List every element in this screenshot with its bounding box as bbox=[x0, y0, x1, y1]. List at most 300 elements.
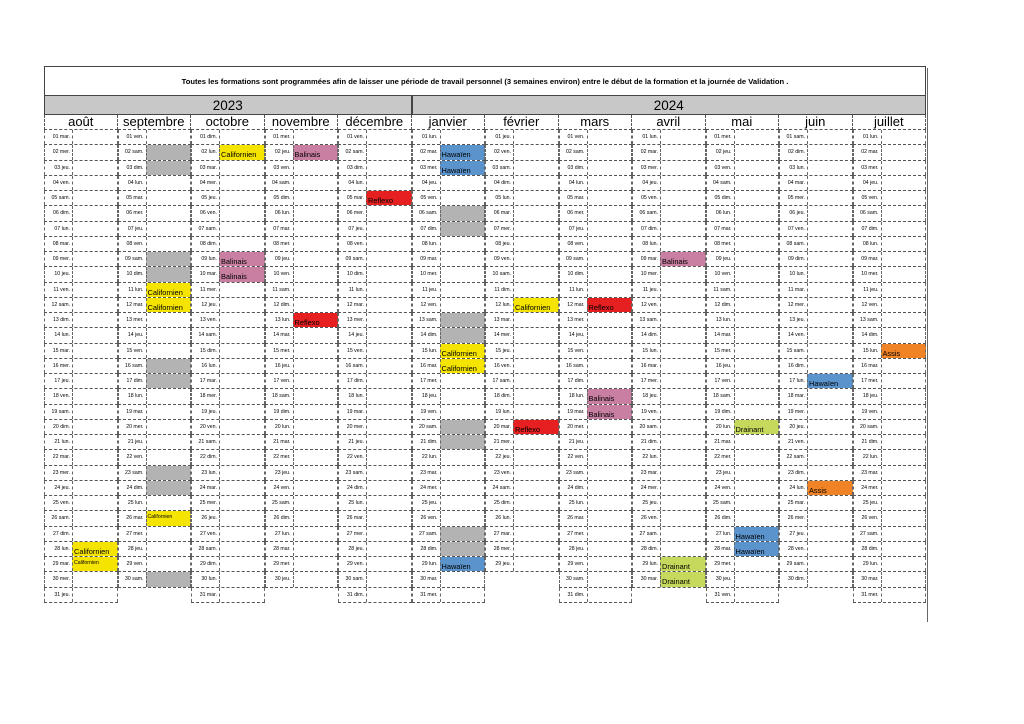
date-cell: 18 jeu. bbox=[853, 389, 881, 403]
session-cell bbox=[72, 359, 118, 373]
date-cell: 24 mer. bbox=[632, 481, 660, 495]
session-cell bbox=[293, 496, 339, 510]
session-cell bbox=[734, 450, 780, 464]
day-row bbox=[412, 191, 486, 206]
date-cell: 25 sam. bbox=[265, 496, 293, 510]
session-cell bbox=[293, 542, 339, 556]
session-cell bbox=[440, 542, 486, 556]
session-cell bbox=[219, 557, 265, 571]
day-row bbox=[559, 588, 633, 603]
day-row bbox=[706, 161, 780, 176]
date-cell: 25 ven. bbox=[44, 496, 72, 510]
day-row bbox=[412, 557, 486, 572]
day-row bbox=[44, 511, 118, 526]
day-row bbox=[779, 435, 853, 450]
day-row bbox=[485, 405, 559, 420]
date-cell: 17 mer. bbox=[412, 374, 440, 388]
session-cell bbox=[293, 389, 339, 403]
date-cell: 01 mer. bbox=[265, 130, 293, 144]
session-cell bbox=[881, 161, 927, 175]
day-row bbox=[44, 161, 118, 176]
month-header: février bbox=[485, 115, 559, 130]
day-row bbox=[265, 450, 339, 465]
day-row bbox=[412, 161, 486, 176]
session-cell bbox=[807, 557, 853, 571]
date-cell: 17 mar. bbox=[191, 374, 219, 388]
date-cell: 20 jeu. bbox=[779, 420, 807, 434]
day-row bbox=[779, 267, 853, 282]
day-row bbox=[412, 450, 486, 465]
session-cell bbox=[293, 344, 339, 358]
date-cell: 09 mer. bbox=[44, 252, 72, 266]
date-cell: 02 lun. bbox=[191, 145, 219, 159]
session-cell bbox=[366, 298, 412, 312]
session-cell bbox=[219, 481, 265, 495]
day-row bbox=[853, 161, 927, 176]
day-row bbox=[338, 206, 412, 221]
day-row bbox=[853, 527, 927, 542]
day-row bbox=[559, 237, 633, 252]
session-cell bbox=[881, 557, 927, 571]
session-cell bbox=[219, 542, 265, 556]
date-cell: 12 ven. bbox=[853, 298, 881, 312]
date-cell: 05 dim. bbox=[706, 191, 734, 205]
day-row bbox=[559, 450, 633, 465]
session-cell bbox=[513, 511, 559, 525]
session-cell bbox=[72, 527, 118, 541]
day-row bbox=[632, 176, 706, 191]
session-cell bbox=[293, 191, 339, 205]
day-row bbox=[265, 191, 339, 206]
session-cell bbox=[660, 405, 706, 419]
date-cell: 03 dim. bbox=[559, 161, 587, 175]
day-row bbox=[853, 222, 927, 237]
session-cell bbox=[807, 466, 853, 480]
session-cell bbox=[293, 511, 339, 525]
day-row bbox=[44, 450, 118, 465]
day-row bbox=[265, 420, 339, 435]
date-cell: 29 lun. bbox=[632, 557, 660, 571]
date-cell: 18 jeu. bbox=[412, 389, 440, 403]
date-cell: 06 ven. bbox=[191, 206, 219, 220]
date-cell: 15 jeu. bbox=[485, 344, 513, 358]
date-cell: 14 jeu. bbox=[118, 328, 146, 342]
date-cell: 30 sam. bbox=[559, 572, 587, 586]
day-row bbox=[853, 313, 927, 328]
date-cell: 23 sam. bbox=[118, 466, 146, 480]
session-cell bbox=[72, 466, 118, 480]
date-cell: 06 sam. bbox=[632, 206, 660, 220]
session-cell bbox=[660, 481, 706, 495]
session-cell bbox=[807, 572, 853, 586]
session-cell bbox=[734, 313, 780, 327]
day-row bbox=[191, 359, 265, 374]
day-row bbox=[412, 359, 486, 374]
date-cell: 11 jeu. bbox=[412, 283, 440, 297]
date-cell: 05 mar. bbox=[118, 191, 146, 205]
year-label: 2023 bbox=[44, 95, 412, 115]
day-row bbox=[779, 145, 853, 160]
date-cell: 07 dim. bbox=[632, 222, 660, 236]
date-cell: 15 ven. bbox=[118, 344, 146, 358]
day-row bbox=[706, 344, 780, 359]
day-row bbox=[265, 389, 339, 404]
session-cell bbox=[660, 191, 706, 205]
day-row bbox=[44, 572, 118, 587]
session-cell bbox=[734, 466, 780, 480]
session-cell bbox=[881, 374, 927, 388]
day-row bbox=[853, 389, 927, 404]
day-row bbox=[559, 344, 633, 359]
session-cell bbox=[734, 191, 780, 205]
date-cell: 11 sam. bbox=[265, 283, 293, 297]
session-cell bbox=[72, 267, 118, 281]
session-cell bbox=[587, 374, 633, 388]
date-cell: 23 mer. bbox=[44, 466, 72, 480]
date-cell: 06 mer. bbox=[559, 206, 587, 220]
date-cell: 18 mar. bbox=[779, 389, 807, 403]
session-cell bbox=[219, 237, 265, 251]
date-cell: 11 dim. bbox=[485, 283, 513, 297]
day-row bbox=[706, 450, 780, 465]
day-row bbox=[338, 145, 412, 160]
session-cell bbox=[366, 252, 412, 266]
date-cell: 17 dim. bbox=[559, 374, 587, 388]
session-cell bbox=[881, 298, 927, 312]
day-row bbox=[191, 344, 265, 359]
date-cell: 02 sam. bbox=[118, 145, 146, 159]
session-cell bbox=[293, 161, 339, 175]
day-row bbox=[485, 344, 559, 359]
session-cell bbox=[440, 572, 486, 586]
date-cell: 11 lun. bbox=[559, 283, 587, 297]
day-row bbox=[779, 405, 853, 420]
date-cell: 23 sam. bbox=[338, 466, 366, 480]
date-cell: 21 jeu. bbox=[338, 435, 366, 449]
date-cell: 05 mar. bbox=[559, 191, 587, 205]
day-row bbox=[485, 206, 559, 221]
day-row bbox=[779, 161, 853, 176]
session-cell bbox=[660, 283, 706, 297]
day-row bbox=[44, 435, 118, 450]
day-row bbox=[779, 557, 853, 572]
session-cell bbox=[734, 511, 780, 525]
day-row bbox=[118, 588, 192, 603]
day-row bbox=[191, 374, 265, 389]
date-cell: 26 mer. bbox=[779, 511, 807, 525]
day-row bbox=[485, 161, 559, 176]
session-cell bbox=[734, 222, 780, 236]
date-cell: 27 mer. bbox=[338, 527, 366, 541]
day-row bbox=[706, 206, 780, 221]
day-row bbox=[853, 542, 927, 557]
session-cell bbox=[587, 130, 633, 144]
date-cell: 04 dim. bbox=[485, 176, 513, 190]
date-cell: 08 ven. bbox=[338, 237, 366, 251]
day-row bbox=[265, 511, 339, 526]
date-cell: 14 mer. bbox=[485, 328, 513, 342]
date-cell: 01 ven. bbox=[338, 130, 366, 144]
day-row bbox=[44, 527, 118, 542]
session-cell bbox=[146, 527, 192, 541]
date-cell: 22 ven. bbox=[338, 450, 366, 464]
date-cell: 08 lun. bbox=[853, 237, 881, 251]
month-column bbox=[706, 115, 780, 603]
day-row bbox=[265, 435, 339, 450]
date-cell: 05 lun. bbox=[485, 191, 513, 205]
session-cell bbox=[72, 344, 118, 358]
session-cell bbox=[72, 222, 118, 236]
session-cell bbox=[293, 420, 339, 434]
session-cell bbox=[146, 206, 192, 220]
session-cell bbox=[734, 298, 780, 312]
session-cell bbox=[366, 359, 412, 373]
session-cell bbox=[807, 145, 853, 159]
date-cell: 02 dim. bbox=[779, 145, 807, 159]
session-cell bbox=[219, 344, 265, 358]
date-cell: 29 lun. bbox=[853, 557, 881, 571]
day-row bbox=[44, 466, 118, 481]
session-label: Californien bbox=[440, 359, 486, 373]
session-cell bbox=[807, 298, 853, 312]
date-cell: 07 mar. bbox=[265, 222, 293, 236]
session-cell bbox=[734, 572, 780, 586]
session-cell bbox=[513, 267, 559, 281]
session-cell bbox=[72, 481, 118, 495]
day-row bbox=[265, 252, 339, 267]
session-cell bbox=[366, 161, 412, 175]
session-cell bbox=[587, 328, 633, 342]
day-row bbox=[191, 557, 265, 572]
session-cell bbox=[881, 527, 927, 541]
session-cell bbox=[72, 206, 118, 220]
session-cell bbox=[146, 176, 192, 190]
date-cell: 03 mer. bbox=[853, 161, 881, 175]
session-cell bbox=[219, 374, 265, 388]
day-row bbox=[485, 588, 559, 603]
session-cell bbox=[881, 481, 927, 495]
day-row bbox=[265, 542, 339, 557]
day-row bbox=[265, 557, 339, 572]
date-cell: 12 lun. bbox=[485, 298, 513, 312]
date-cell: 31 ven. bbox=[706, 588, 734, 602]
date-cell: 15 lun. bbox=[853, 344, 881, 358]
date-cell: 28 sam. bbox=[191, 542, 219, 556]
session-cell bbox=[734, 557, 780, 571]
day-row bbox=[853, 420, 927, 435]
session-label: Reflexo bbox=[587, 298, 633, 312]
session-cell bbox=[293, 298, 339, 312]
session-cell bbox=[807, 176, 853, 190]
session-cell bbox=[440, 405, 486, 419]
session-cell bbox=[366, 283, 412, 297]
date-cell: 26 jeu. bbox=[191, 511, 219, 525]
session-cell bbox=[72, 191, 118, 205]
session-cell bbox=[366, 389, 412, 403]
day-row bbox=[559, 298, 633, 313]
day-row bbox=[44, 191, 118, 206]
date-cell: 08 lun. bbox=[632, 237, 660, 251]
session-cell bbox=[881, 389, 927, 403]
session-cell bbox=[72, 588, 118, 602]
date-cell: 04 ven. bbox=[44, 176, 72, 190]
month-header: septembre bbox=[118, 115, 192, 130]
session-cell bbox=[660, 344, 706, 358]
date-cell: 29 dim. bbox=[191, 557, 219, 571]
date-cell: 20 mar. bbox=[485, 420, 513, 434]
session-cell bbox=[440, 283, 486, 297]
day-row bbox=[485, 374, 559, 389]
date-cell: 05 sam. bbox=[44, 191, 72, 205]
session-cell bbox=[513, 542, 559, 556]
day-row bbox=[706, 496, 780, 511]
date-cell: 05 ven. bbox=[412, 191, 440, 205]
day-row bbox=[265, 267, 339, 282]
day-row bbox=[118, 313, 192, 328]
day-row bbox=[853, 283, 927, 298]
day-row bbox=[779, 466, 853, 481]
day-row bbox=[706, 130, 780, 145]
day-row bbox=[118, 191, 192, 206]
date-cell: 23 mar. bbox=[853, 466, 881, 480]
date-cell: 26 ven. bbox=[412, 511, 440, 525]
day-row bbox=[338, 161, 412, 176]
day-row bbox=[853, 374, 927, 389]
date-cell: 10 jeu. bbox=[44, 267, 72, 281]
session-cell bbox=[72, 237, 118, 251]
date-cell: 09 mar. bbox=[632, 252, 660, 266]
session-cell bbox=[660, 374, 706, 388]
date-cell: 09 ven. bbox=[485, 252, 513, 266]
day-row bbox=[853, 176, 927, 191]
month-header: juin bbox=[779, 115, 853, 130]
session-cell bbox=[146, 542, 192, 556]
session-label: Assis bbox=[807, 481, 853, 495]
day-row bbox=[632, 420, 706, 435]
day-row bbox=[853, 328, 927, 343]
date-cell: 10 lun. bbox=[779, 267, 807, 281]
session-cell bbox=[72, 328, 118, 342]
day-row bbox=[191, 222, 265, 237]
day-row bbox=[706, 405, 780, 420]
session-cell bbox=[146, 161, 192, 175]
date-cell: 24 ven. bbox=[265, 481, 293, 495]
date-cell: 09 mar. bbox=[412, 252, 440, 266]
session-cell bbox=[587, 252, 633, 266]
session-cell bbox=[807, 389, 853, 403]
session-cell bbox=[734, 176, 780, 190]
date-cell: 07 jeu. bbox=[338, 222, 366, 236]
session-cell bbox=[366, 206, 412, 220]
session-cell bbox=[807, 359, 853, 373]
session-cell bbox=[807, 130, 853, 144]
date-cell: 28 mar. bbox=[706, 542, 734, 556]
day-row bbox=[706, 557, 780, 572]
day-row bbox=[779, 496, 853, 511]
session-cell bbox=[734, 161, 780, 175]
session-cell bbox=[366, 222, 412, 236]
date-cell: 29 mar. bbox=[44, 557, 72, 571]
day-row bbox=[632, 161, 706, 176]
day-row bbox=[559, 161, 633, 176]
session-cell bbox=[219, 130, 265, 144]
day-row bbox=[265, 572, 339, 587]
day-row bbox=[779, 572, 853, 587]
day-row bbox=[779, 206, 853, 221]
date-cell: 13 dim. bbox=[44, 313, 72, 327]
date-cell: 24 dim. bbox=[118, 481, 146, 495]
day-row bbox=[412, 130, 486, 145]
month-header: décembre bbox=[338, 115, 412, 130]
date-cell: 17 lun. bbox=[779, 374, 807, 388]
day-row bbox=[632, 344, 706, 359]
session-cell bbox=[513, 435, 559, 449]
day-row bbox=[485, 237, 559, 252]
month-column bbox=[118, 115, 192, 603]
date-cell: 11 mer. bbox=[191, 283, 219, 297]
month-column bbox=[338, 115, 412, 603]
session-cell bbox=[734, 267, 780, 281]
day-row bbox=[265, 344, 339, 359]
date-cell: 01 lun. bbox=[412, 130, 440, 144]
session-cell bbox=[513, 161, 559, 175]
session-cell bbox=[513, 283, 559, 297]
date-cell: 07 lun. bbox=[44, 222, 72, 236]
day-row bbox=[559, 572, 633, 587]
date-cell: 24 lun. bbox=[779, 481, 807, 495]
session-cell bbox=[587, 359, 633, 373]
day-row bbox=[412, 466, 486, 481]
session-cell bbox=[219, 450, 265, 464]
day-row bbox=[265, 374, 339, 389]
day-row bbox=[191, 511, 265, 526]
day-row bbox=[485, 176, 559, 191]
session-cell bbox=[881, 359, 927, 373]
session-cell bbox=[146, 435, 192, 449]
date-cell: 19 mar. bbox=[559, 405, 587, 419]
day-row bbox=[338, 130, 412, 145]
day-row bbox=[559, 542, 633, 557]
day-row bbox=[485, 328, 559, 343]
day-row bbox=[706, 267, 780, 282]
date-cell: 21 mar. bbox=[706, 435, 734, 449]
date-cell: 19 ven. bbox=[412, 405, 440, 419]
day-row bbox=[632, 435, 706, 450]
day-row bbox=[118, 145, 192, 160]
session-cell bbox=[660, 313, 706, 327]
date-cell: 22 ven. bbox=[118, 450, 146, 464]
date-cell: 02 jeu. bbox=[706, 145, 734, 159]
day-row bbox=[779, 191, 853, 206]
day-row bbox=[412, 435, 486, 450]
session-cell bbox=[293, 527, 339, 541]
day-row bbox=[118, 481, 192, 496]
date-cell: 29 jeu. bbox=[485, 557, 513, 571]
day-row bbox=[559, 145, 633, 160]
day-row bbox=[191, 542, 265, 557]
session-cell bbox=[366, 588, 412, 602]
date-cell: 20 sam. bbox=[853, 420, 881, 434]
session-cell bbox=[881, 466, 927, 480]
date-cell: 16 jeu. bbox=[706, 359, 734, 373]
session-cell bbox=[807, 496, 853, 510]
date-cell: 06 lun. bbox=[706, 206, 734, 220]
day-row bbox=[412, 542, 486, 557]
date-cell: 25 lun. bbox=[338, 496, 366, 510]
day-row bbox=[191, 572, 265, 587]
date-cell: 30 lun. bbox=[191, 572, 219, 586]
day-row bbox=[191, 435, 265, 450]
